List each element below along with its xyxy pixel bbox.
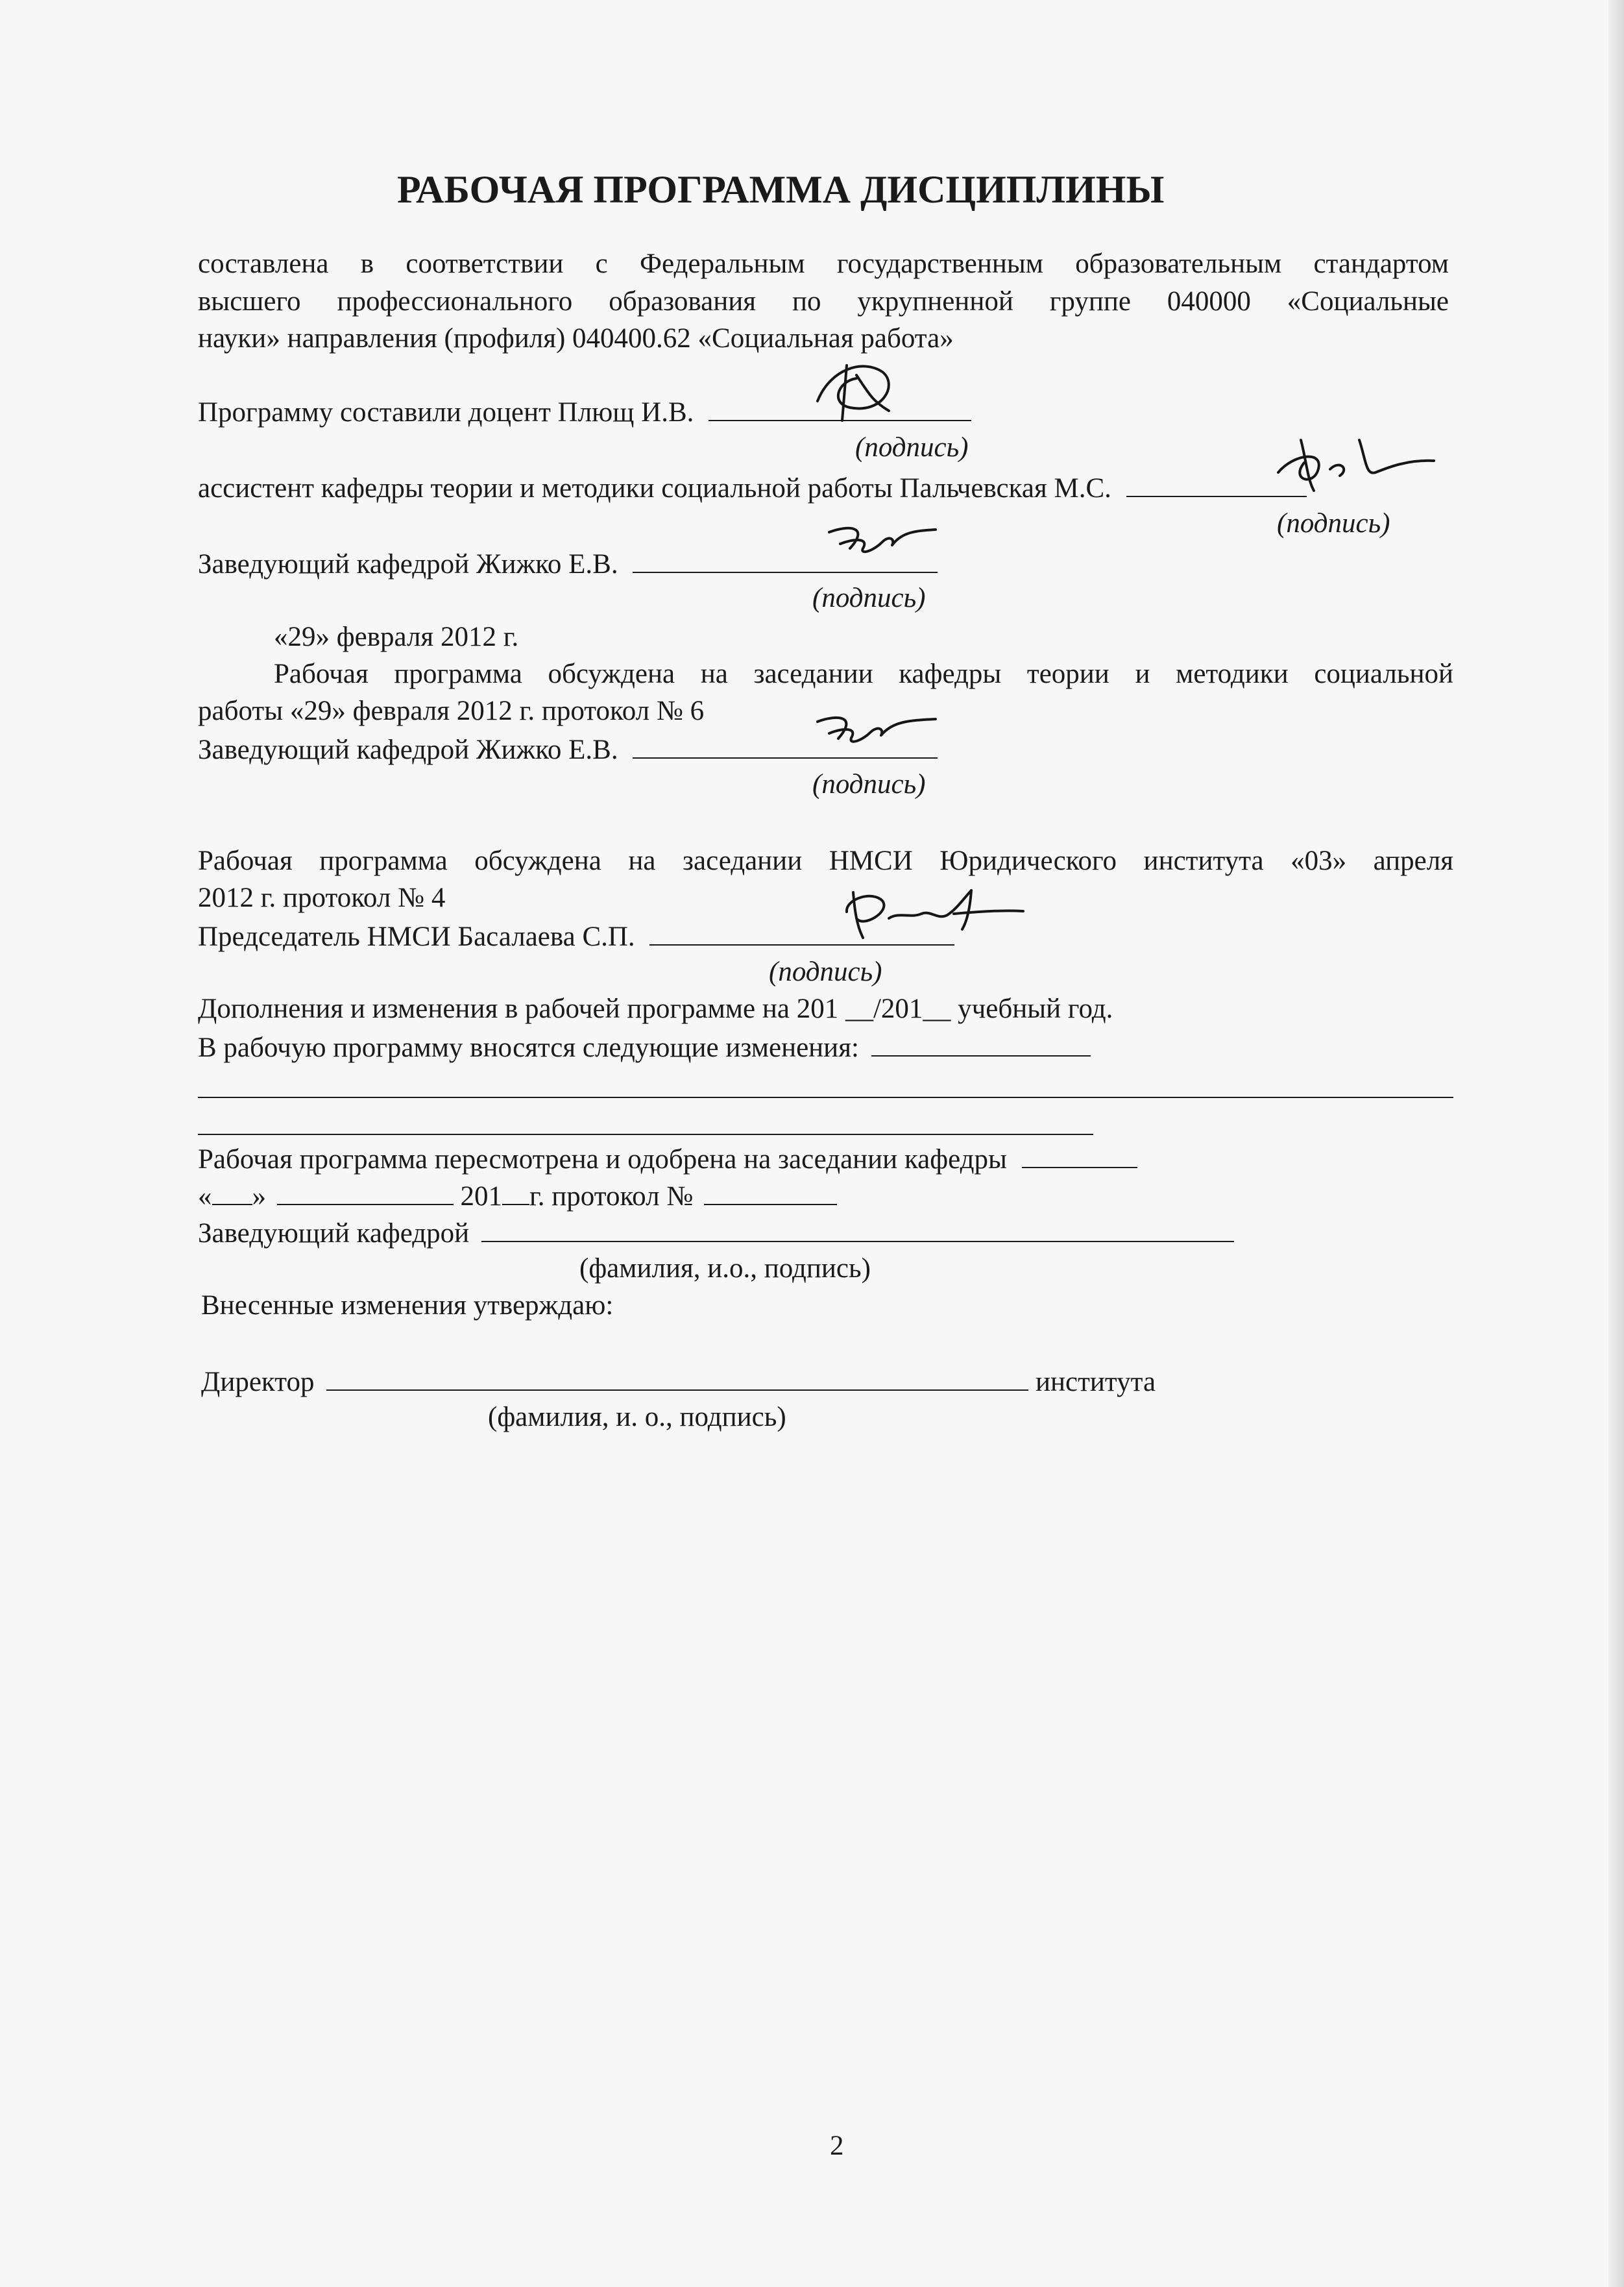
review-head-text: Заведующий кафедрой — [198, 1218, 470, 1249]
director-blank — [326, 1366, 1028, 1391]
review-line-1 — [198, 1144, 1137, 1173]
signature-image — [811, 356, 902, 427]
authors-line-2 — [198, 472, 1307, 502]
discussion2-line-2: 2012 г. протокол № 4 — [198, 883, 446, 913]
chair-text: Председатель НМСИ Басалаева С.П. — [198, 922, 635, 952]
signature-image — [811, 707, 941, 756]
protocol-blank — [704, 1180, 837, 1205]
review-text: Рабочая программа пересмотрена и одобрена на заседании кафедры — [198, 1144, 1007, 1175]
review-year: 201 — [460, 1181, 502, 1212]
signature-image — [834, 883, 1028, 944]
head-text-1: Заведующий кафедрой Жижко Е.В. — [198, 549, 618, 580]
year-blank — [502, 1180, 529, 1205]
intro-line-3: науки» направления (профиля) 040400.62 «Социальная работа» — [198, 323, 954, 354]
approve-line: Внесенные изменения утверждаю: — [201, 1290, 614, 1321]
document-title: РАБОЧАЯ ПРОГРАММА ДИСЦИПЛИНЫ — [397, 168, 1165, 211]
page-edge-shadow — [1608, 0, 1624, 2287]
review-head-blank — [481, 1217, 1234, 1242]
signature-caption: (подпись) — [812, 769, 926, 800]
month-blank — [277, 1180, 454, 1205]
discussion1-line-2: работы «29» февраля 2012 г. протокол № 6 — [198, 696, 705, 726]
intro-line-2: высшего профессионального образования по укрупненной группе 040000 «Социальные — [198, 286, 1449, 317]
amendments-line: Дополнения и изменения в рабочей программе на 201 __/201__ учебный год. — [198, 994, 1113, 1024]
page-number: 2 — [830, 2131, 844, 2161]
authors-text-2: ассистент кафедры теории и методики социальной работы Пальчевская М.С. — [198, 473, 1111, 504]
signature-caption: (подпись) — [769, 957, 882, 987]
director-suffix: института — [1035, 1367, 1156, 1397]
review-quote-close: » — [252, 1181, 266, 1212]
head-text-2: Заведующий кафедрой Жижко Е.В. — [198, 735, 618, 765]
changes-blank — [871, 1032, 1091, 1057]
director-caption: (фамилия, и. о., подпись) — [488, 1402, 786, 1432]
signature-caption: (подпись) — [1277, 508, 1390, 539]
changes-line — [198, 1032, 1091, 1062]
discussion1-line-1: Рабочая программа обсуждена на заседании кафедры теории и методики социальной — [274, 659, 1453, 689]
authors-text-1: Программу составили доцент Плющ И.В. — [198, 397, 694, 428]
day-blank — [212, 1180, 252, 1205]
director-line — [201, 1366, 1156, 1396]
review-blank — [1022, 1144, 1137, 1168]
date-line: «29» февраля 2012 г. — [274, 622, 519, 652]
discussion2-line-1: Рабочая программа обсуждена на заседании НМСИ Юридического института «03» апреля — [198, 846, 1453, 876]
review-protocol: г. протокол № — [529, 1181, 694, 1212]
director-label: Директор — [201, 1367, 315, 1397]
signature-caption: (подпись) — [855, 432, 969, 463]
changes-text: В рабочую программу вносятся следующие изменения: — [198, 1033, 859, 1063]
signature-caption: (подпись) — [812, 583, 926, 613]
changes-blank-line — [198, 1134, 1093, 1135]
review-caption: (фамилия, и.о., подпись) — [579, 1253, 871, 1284]
review-quote-open: « — [198, 1181, 212, 1212]
changes-blank-line — [198, 1097, 1453, 1098]
review-head-line — [198, 1217, 1234, 1247]
intro-line-1: составлена в соответствии с Федеральным государственным образовательным стандартом — [198, 249, 1449, 279]
signature-image — [824, 519, 941, 565]
signature-image — [1268, 434, 1450, 495]
review-line-2 — [198, 1180, 837, 1210]
